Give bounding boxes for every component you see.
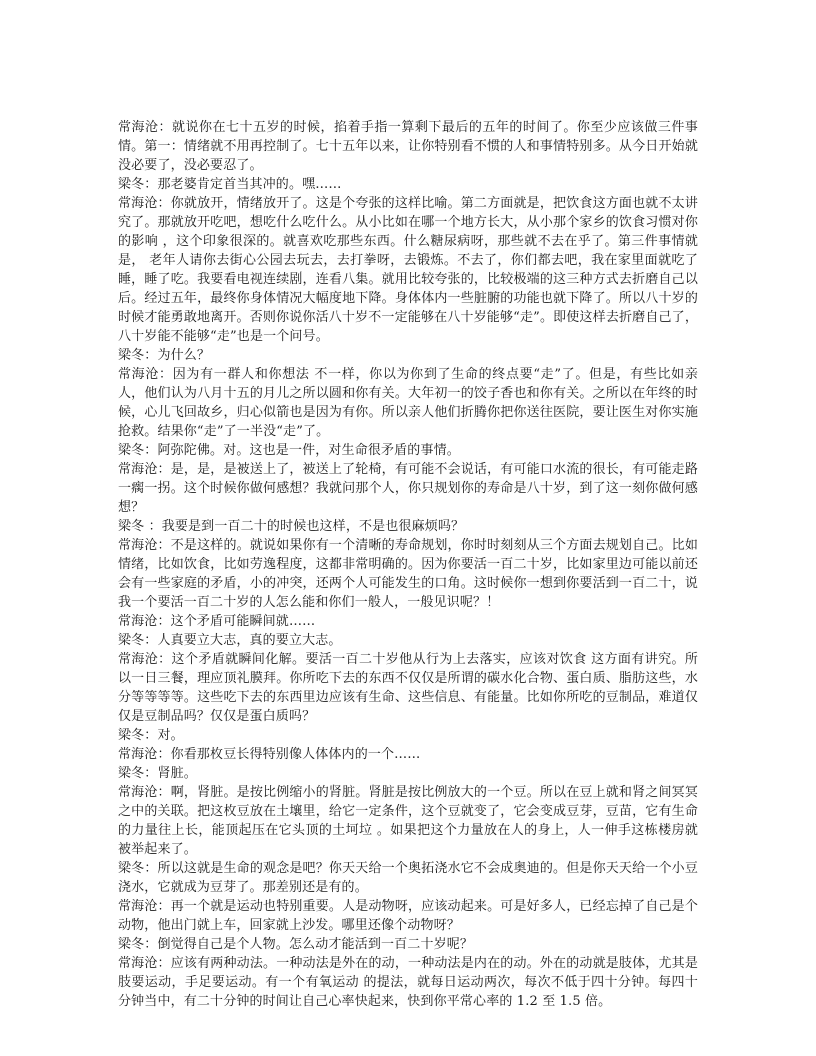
paragraph-10: 常海沧：这个矛盾可能瞬间就…… [118,614,316,629]
paragraph-20: 常海沧：应该有两种动法。一种动法是外在的动，一种动法是内在的动。外在的动就是肢体，尤其是肢要运动，手足要运动。有一个有氧运动 的提法，就每日运动两次，每次不低于四十分钟。每四十分钟当中，有二十分钟的时间让自己心率快起来，快到你平常心率的 1.2 至 1.5 倍。 [118,956,698,1009]
paragraph-18: 常海沧：再一个就是运动也特别重要。人是动物呀，应该动起来。可是好多人，已经忘掉了自己是个动物，他出门就上车，回家就上沙发。哪里还像个动物呀？ [118,899,698,933]
paragraph-12: 常海沧：这个矛盾就瞬间化解。要活一百二十岁他从行为上去落实，应该对饮食 这方面有讲究。所以一日三餐，理应顶礼膜拜。你所吃下去的东西不仅仅是所谓的碳水化合物、蛋白质、脂肪这些，水分等等等等。这些吃下去的东西里边应该有生命、这些信息、有能量。比如你所吃的豆制品，难道仅仅是豆制品吗？仅仅是蛋白质吗？ [118,652,698,724]
paragraph-15: 梁冬：肾脏。 [118,766,197,781]
paragraph-9: 常海沧：不是这样的。就说如果你有一个清晰的寿命规划，你时时刻刻从三个方面去规划自己。比如情绪，比如饮食，比如劳逸程度，这都非常明确的。因为你要活一百二十岁，比如家里边可能以前还会有一些家庭的矛盾，小的冲突，还两个人可能发生的口角。这时候你一想到你要活到一百二十，说我一个要活一百二十岁的人怎么能和你们一般人，一般见识呢？！ [118,538,698,610]
paragraph-2: 梁冬：那老婆肯定首当其冲的。嘿…… [118,177,342,192]
paragraph-5: 常海沧：因为有一群人和你想法 不一样，你以为你到了生命的终点要“走”了。但是，有些比如亲人，他们认为八月十五的月儿之所以圆和你有关。大年初一的饺子香也和你有关。之所以在年终的时候，心儿飞回故乡，归心似箭也是因为有你。所以亲人他们折腾你把你送往医院，要让医生对你实施抢救。结果你“走”了一半没“走”了。 [118,367,698,439]
paragraph-1: 常海沧：就说你在七十五岁的时候，掐着手指一算剩下最后的五年的时间了。你至少应该做三件事情。第一：情绪就不用再控制了。七十五年以来，让你特别看不惯的人和事情特别多。从今日开始就没必要了，没必要忍了。 [118,120,698,173]
paragraph-6: 梁冬：阿弥陀佛。对。这也是一件，对生命很矛盾的事情。 [118,443,460,458]
paragraph-4: 梁冬：为什么？ [118,348,211,363]
paragraph-3: 常海沧：你就放开，情绪放开了。这是个夸张的这样比喻。第二方面就是，把饮食这方面也就不太讲究了。那就放开吃吧，想吃什么吃什么。从小比如在哪一个地方长大，从小那个家乡的饮食习惯对你的影响 ，这个印象很深的。就喜欢吃那些东西。什么糖尿病呀，那些就不去在乎了。第三件事情就是， 老年人请你去街心公园去玩去，去打拳呀，去锻炼。不去了，你们都去吧，我在家里面就吃了睡，睡了吃。我要看电视连续剧，连看八集。就用比较夸张的，比较极端的这三种方式去折磨自己以后。经过五年，最终你身体情况大幅度地下降。身体体内一些脏腑的功能也就下降了。所以八十岁的时候才能勇敢地离开。否则你说你活八十岁不一定能够在八十岁能够“走”。即使这样去折磨自己了，八十岁能不能够“走”也是一个问号。 [118,196,698,344]
paragraph-16: 常海沧：啊，肾脏。是按比例缩小的肾脏。肾脏是按比例放大的一个豆。所以在豆上就和肾之间冥冥之中的关联。把这枚豆放在土壤里，给它一定条件，这个豆就变了，它会变成豆芽，豆苗，它有生命的力量往上长，能顶起压在它头顶的土坷垃 。如果把这个力量放在人的身上，人一伸手这栋楼房就被举起来了。 [118,785,698,857]
paragraph-7: 常海沧：是，是，是被送上了，被送上了轮椅，有可能不会说话，有可能口水流的很长，有可能走路一瘸一拐。这个时候你做何感想？我就问那个人，你只规划你的寿命是八十岁，到了这一刻你做何感想？ [118,462,698,515]
paragraph-11: 梁冬：人真要立大志，真的要立大志。 [118,633,342,648]
paragraph-8: 梁冬 ：我要是到一百二十的时候也这样，不是也很麻烦吗？ [118,519,465,534]
paragraph-17: 梁冬：所以这就是生命的观念是吧？你天天给一个奥拓浇水它不会成奥迪的。但是你天天给一个小豆浇水，它就成为豆芽了。那差别还是有的。 [118,861,698,895]
document-page [118,118,698,1011]
paragraph-14: 常海沧：你看那枚豆长得特别像人体体内的一个…… [118,747,421,762]
paragraph-13: 梁冬：对。 [118,728,184,743]
paragraph-19: 梁冬：倒觉得自己是个人物。怎么动才能活到一百二十岁呢？ [118,937,474,952]
